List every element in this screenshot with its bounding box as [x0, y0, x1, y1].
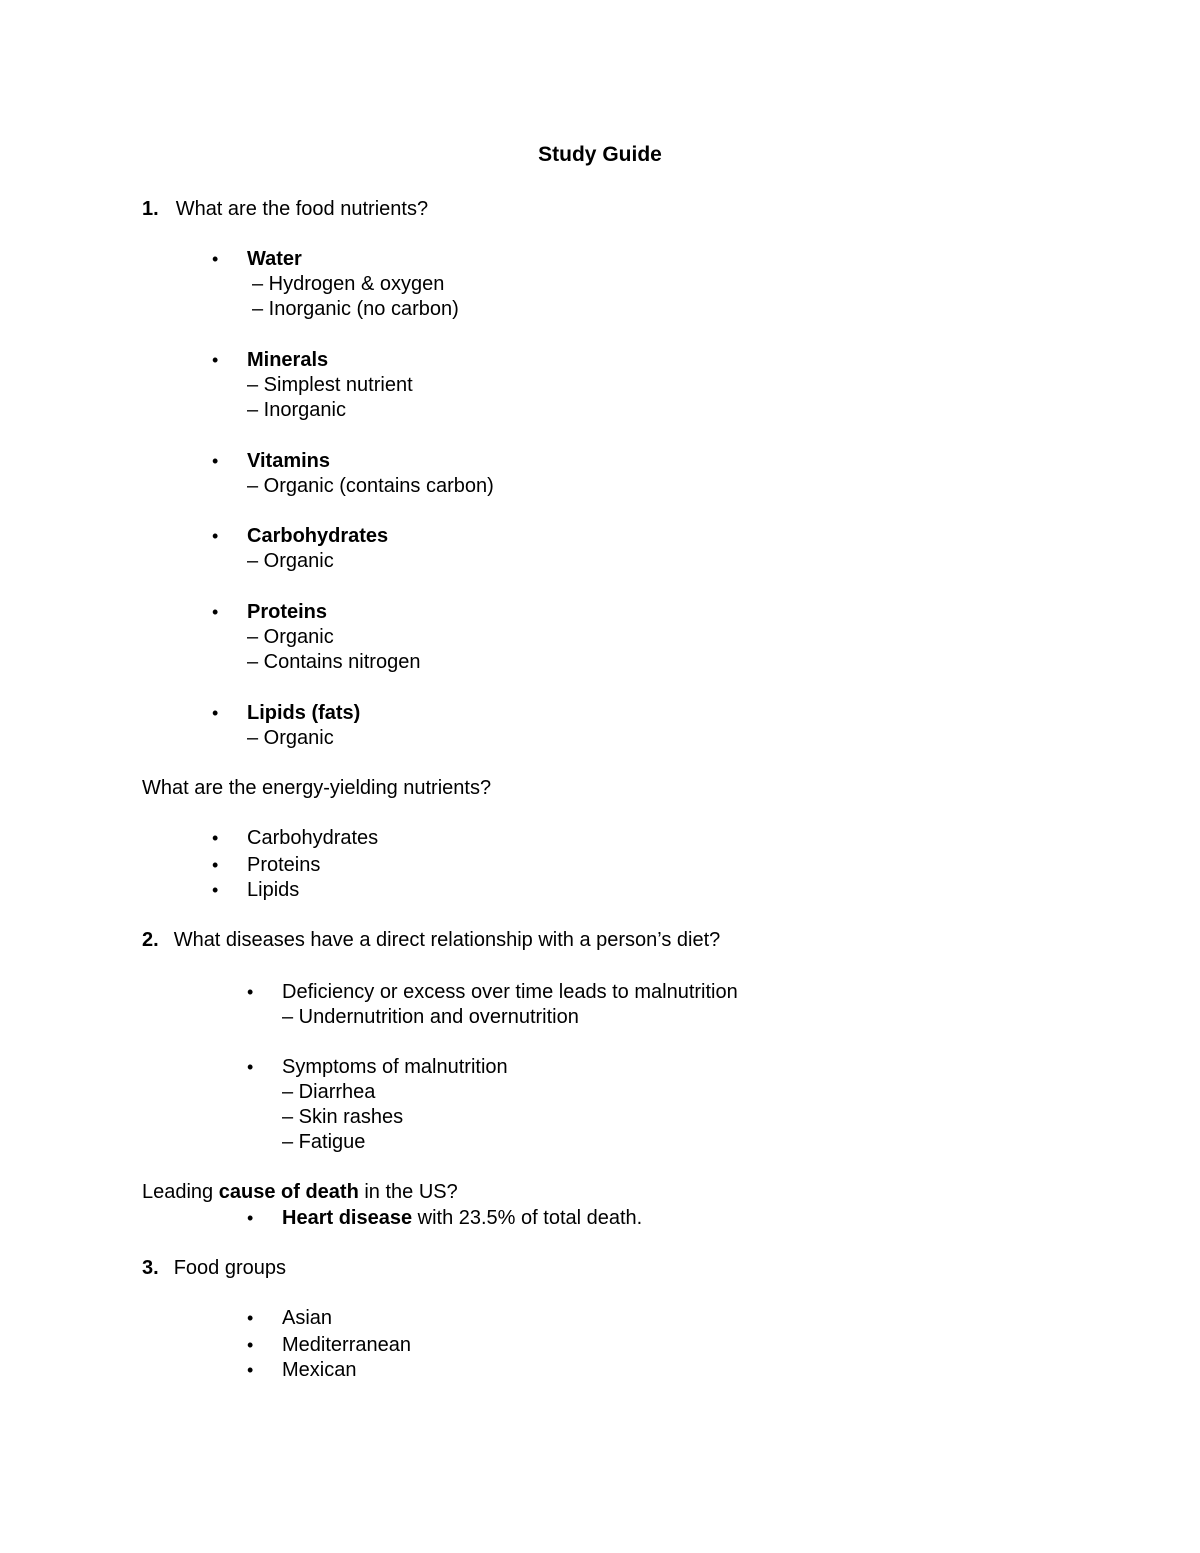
text-rest: with 23.5% of total death. — [412, 1207, 643, 1229]
question-3 — [142, 1256, 286, 1280]
list-item: Proteins — [247, 854, 321, 876]
question-number: 3. — [142, 1257, 159, 1279]
list-item: Asian — [282, 1307, 333, 1329]
question-text: Food groups — [173, 1257, 286, 1279]
list-item: Deficiency or excess over time leads to malnutrition — [282, 981, 738, 1003]
leading-cause-question — [142, 1180, 458, 1204]
bullet-icon: • — [212, 526, 219, 546]
list-item-detail: – Fatigue — [282, 1131, 366, 1153]
question-number: 1. — [142, 198, 159, 220]
nutrient-detail: – Contains nitrogen — [247, 651, 421, 673]
nutrient-name: Minerals — [247, 349, 329, 371]
nutrient-detail: – Organic — [247, 626, 334, 648]
bullet-icon: • — [247, 1308, 254, 1328]
list-item: Mexican — [282, 1359, 357, 1381]
leading-cause-answer — [282, 1206, 642, 1230]
bullet-icon: • — [212, 828, 219, 848]
bullet-icon: • — [247, 1208, 254, 1228]
nutrient-name: Lipids (fats) — [247, 702, 361, 724]
bullet-icon: • — [212, 855, 219, 875]
question-number: 2. — [142, 929, 159, 951]
text-prefix: Leading — [142, 1181, 219, 1203]
bullet-icon: • — [212, 880, 219, 900]
list-item: Symptoms of malnutrition — [282, 1056, 508, 1078]
text-suffix: in the US? — [358, 1181, 458, 1203]
question-2 — [142, 928, 720, 952]
nutrient-detail: – Inorganic — [247, 399, 346, 421]
energy-question: What are the energy-yielding nutrients? — [142, 777, 492, 799]
text-bold: cause of death — [218, 1181, 359, 1203]
text-bold: Heart disease — [282, 1207, 413, 1229]
bullet-icon: • — [212, 703, 219, 723]
bullet-icon: • — [212, 602, 219, 622]
list-item: Mediterranean — [282, 1334, 411, 1356]
bullet-icon: • — [247, 1335, 254, 1355]
page-title: Study Guide — [538, 143, 662, 166]
nutrient-detail: – Organic — [247, 727, 334, 749]
bullet-icon: • — [247, 982, 254, 1002]
nutrient-name: Proteins — [247, 601, 328, 623]
list-item: Lipids — [247, 879, 300, 901]
question-text: What are the food nutrients? — [175, 198, 429, 220]
bullet-icon: • — [212, 350, 219, 370]
list-item-detail: – Undernutrition and overnutrition — [282, 1006, 579, 1028]
nutrient-name: Water — [247, 248, 302, 270]
bullet-icon: • — [247, 1057, 254, 1077]
question-1 — [142, 197, 428, 221]
nutrient-detail: – Organic (contains carbon) — [247, 475, 494, 497]
list-item-detail: – Diarrhea — [282, 1081, 376, 1103]
nutrient-name: Carbohydrates — [247, 525, 389, 547]
nutrient-detail: – Hydrogen & oxygen — [252, 273, 445, 295]
nutrient-detail: – Simplest nutrient — [247, 374, 413, 396]
bullet-icon: • — [212, 451, 219, 471]
nutrient-detail: – Organic — [247, 550, 334, 572]
list-item: Carbohydrates — [247, 827, 379, 849]
bullet-icon: • — [247, 1360, 254, 1380]
nutrient-name: Vitamins — [247, 450, 330, 472]
question-text: What diseases have a direct relationship with a person’s diet? — [173, 929, 721, 951]
bullet-icon: • — [212, 249, 219, 269]
nutrient-detail: – Inorganic (no carbon) — [252, 298, 459, 320]
list-item-detail: – Skin rashes — [282, 1106, 404, 1128]
